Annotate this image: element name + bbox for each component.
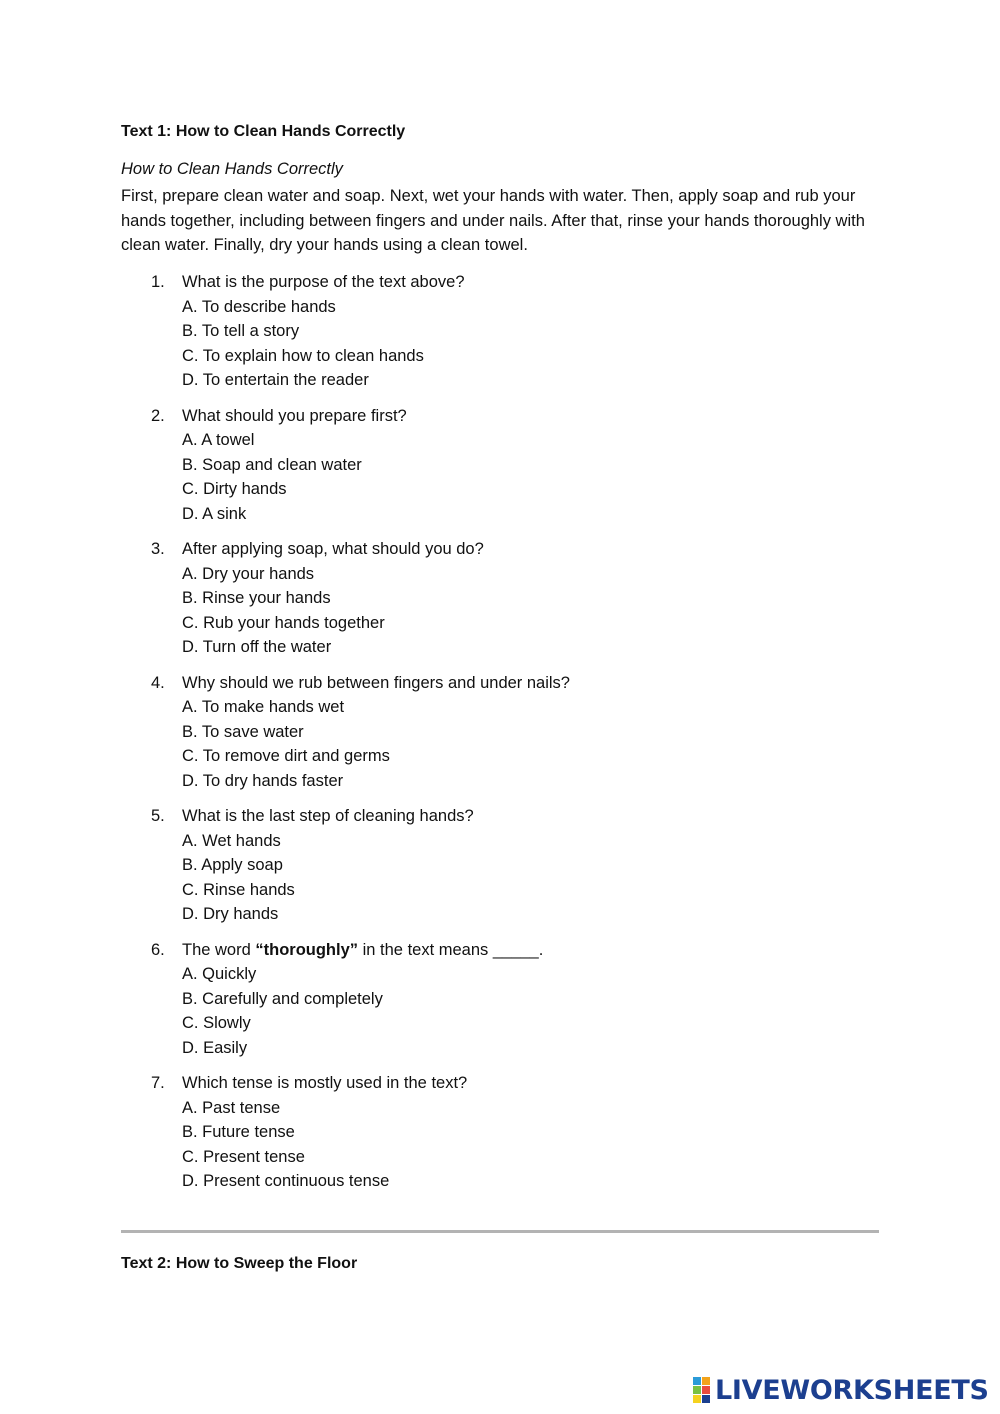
option-a[interactable]: A. Past tense bbox=[182, 1098, 281, 1117]
option-b[interactable]: B. Rinse your hands bbox=[182, 589, 331, 607]
option-b[interactable]: B. Carefully and completely bbox=[182, 989, 383, 1008]
question-text: What should you prepare first? bbox=[182, 406, 407, 425]
section-divider bbox=[121, 1230, 879, 1233]
liveworksheets-logo bbox=[693, 1373, 989, 1407]
liveworksheets-logo-icon bbox=[693, 1377, 710, 1403]
option-d[interactable]: D. Easily bbox=[182, 1038, 248, 1057]
question-number: 7. bbox=[151, 1074, 165, 1092]
question-text-before: The word bbox=[182, 940, 256, 959]
logo-text: LIVEWORKSHEETS bbox=[715, 1374, 989, 1406]
question-7 bbox=[121, 1071, 881, 1194]
question-text bbox=[182, 938, 881, 963]
option-b[interactable]: B. Apply soap bbox=[182, 856, 283, 874]
question-text: After applying soap, what should you do? bbox=[182, 540, 484, 558]
option-a[interactable]: A. Dry your hands bbox=[182, 564, 315, 583]
option-b[interactable]: B. To tell a story bbox=[182, 322, 300, 340]
option-a[interactable]: A. To describe hands bbox=[182, 297, 336, 316]
option-c[interactable]: C. Present tense bbox=[182, 1147, 305, 1166]
question-5 bbox=[121, 804, 881, 927]
option-b[interactable]: B. Soap and clean water bbox=[182, 455, 362, 474]
passage-title: How to Clean Hands Correctly bbox=[121, 160, 343, 178]
question-number: 6. bbox=[151, 940, 165, 959]
option-a[interactable]: A. Quickly bbox=[182, 965, 257, 983]
option-a[interactable]: A. A towel bbox=[182, 431, 255, 449]
question-number: 2. bbox=[151, 406, 165, 425]
text2-heading: Text 2: How to Sweep the Floor bbox=[121, 1255, 358, 1272]
question-2 bbox=[121, 404, 881, 527]
option-b[interactable]: B. To save water bbox=[182, 722, 304, 741]
option-c[interactable]: C. Rinse hands bbox=[182, 880, 295, 899]
question-text: What is the purpose of the text above? bbox=[182, 273, 465, 291]
option-c[interactable]: C. Slowly bbox=[182, 1014, 251, 1032]
question-text: Which tense is mostly used in the text? bbox=[182, 1074, 468, 1092]
question-text: Why should we rub between fingers and under nails? bbox=[182, 673, 570, 692]
question-list bbox=[121, 270, 881, 1205]
question-number: 3. bbox=[151, 540, 165, 558]
option-d[interactable]: D. Dry hands bbox=[182, 905, 279, 923]
question-number: 1. bbox=[151, 273, 165, 291]
logo-square bbox=[693, 1377, 701, 1385]
highlighted-word: “thoroughly” bbox=[255, 940, 359, 959]
logo-square bbox=[693, 1395, 701, 1403]
passage-text: First, prepare clean water and soap. Next, wet your hands with water. Then, apply soap and rub your hands together, including between fingers and under nails. After that, rinse your hands thoroughly with clean water. Finally, dry your hands using a clean towel. bbox=[121, 187, 865, 254]
question-number: 5. bbox=[151, 807, 165, 825]
logo-square bbox=[702, 1377, 710, 1385]
option-a[interactable]: A. Wet hands bbox=[182, 831, 281, 850]
text1-heading: Text 1: How to Clean Hands Correctly bbox=[121, 123, 406, 140]
question-text-after: in the text means _____. bbox=[358, 940, 544, 959]
option-c[interactable]: C. Rub your hands together bbox=[182, 613, 385, 632]
option-c[interactable]: C. Dirty hands bbox=[182, 480, 287, 498]
option-d[interactable]: D. To dry hands faster bbox=[182, 771, 344, 790]
question-6 bbox=[121, 938, 881, 1061]
option-a[interactable]: A. To make hands wet bbox=[182, 698, 345, 716]
logo-square bbox=[702, 1395, 710, 1403]
option-d[interactable]: D. Turn off the water bbox=[182, 638, 332, 656]
logo-square bbox=[702, 1386, 710, 1394]
question-number: 4. bbox=[151, 673, 165, 692]
option-c[interactable]: C. To remove dirt and germs bbox=[182, 747, 390, 765]
question-text: What is the last step of cleaning hands? bbox=[182, 807, 474, 825]
option-d[interactable]: D. Present continuous tense bbox=[182, 1172, 390, 1190]
question-1 bbox=[121, 270, 881, 393]
option-b[interactable]: B. Future tense bbox=[182, 1123, 295, 1141]
question-3 bbox=[121, 537, 881, 660]
question-4 bbox=[121, 671, 881, 794]
option-c[interactable]: C. To explain how to clean hands bbox=[182, 346, 424, 365]
option-d[interactable]: D. To entertain the reader bbox=[182, 371, 369, 389]
logo-square bbox=[693, 1386, 701, 1394]
option-d[interactable]: D. A sink bbox=[182, 504, 247, 523]
